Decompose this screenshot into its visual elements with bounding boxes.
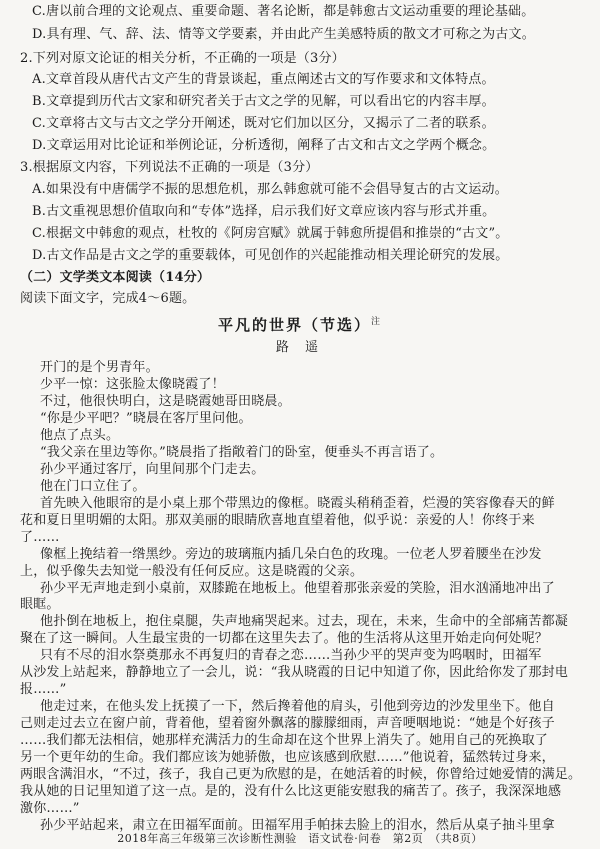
passage-line: 报……” (20, 682, 67, 697)
passage-title: 平凡的世界（节选）$^注$ (217, 316, 383, 334)
passage-author: 路 遥 (275, 340, 325, 355)
passage-line: 激你……” (20, 801, 80, 816)
section-instruction: 阅读下面文字，完成4～6题。 (20, 291, 196, 306)
q3-option-c: C.根据文中韩愈的观点，杜牧的《阿房宫赋》就属于韩愈所提倡和推崇的“古文”。 (32, 226, 509, 241)
passage-line: 我从她的日记里知道了这一点。是的，没有什么比这更能安慰我的痛苦了。孩子，我深深地感 (20, 784, 562, 799)
passage-line: 孙少平通过客厅，向里间那个门走去。 (40, 462, 265, 477)
q3-option-b: B.古文重视思想价值取向和“专体”选择，启示我们好文章应该内容与形式并重。 (32, 204, 496, 219)
passage-line: 首先映入他眼帘的是小桌上那个带黑边的像框。晓霞头稍稍歪着，烂漫的笑容像春天的鲜 (40, 496, 555, 511)
passage-line: 像框上挽结着一绺黑纱。旁边的玻璃瓶内插几朵白色的玫瑰。一位老人罗着腰坐在沙发 (40, 547, 542, 562)
passage-line: 他走过来，在他头发上抚摸了一下，然后搀着他的肩头，引他到旁边的沙发里坐下。他自 (40, 699, 555, 714)
q2-option-c: C.文章将古文与古文之学分开阐述，既对它们加以区分，又揭示了二者的联系。 (32, 116, 495, 131)
passage-line: 上，似乎像失去知觉一般没有任何反应。这是晓霞的父亲。 (20, 564, 364, 579)
page-footer: 2018年高三年级第三次诊断性测验 语文试卷·问卷 第2页 （共8页） (117, 832, 483, 845)
passage-line: 两眼含满泪水，“不过，孩子，我自己更为欣慰的是，在她活着的时候，你曾给过她爱情的满足。 (20, 767, 582, 782)
passage-line: “你是少平吧？”晓晨在客厅里问他。 (40, 411, 252, 426)
passage-line: 花和夏日里明媚的太阳。那双美丽的眼睛欣喜地直望着他，似乎说：亲爱的人！你终于来 (20, 513, 535, 528)
q2-option-d: D.文章运用对比论证和举例论证，分析透彻，阐释了古文和古文之学两个概念。 (32, 138, 496, 153)
passage-line: 了…… (20, 530, 60, 545)
passage-line: 聚在了这一瞬间。人生最宝贵的一切都在这里失去了。他的生活将从这里开始走向何处呢？ (20, 631, 549, 646)
passage-line: ……我们都无法相信，她那样充满活力的生命却在这个世界上消失了。她用自己的死换取了 (20, 733, 549, 748)
q3-option-d: D.古文作品是古文之学的重要载体，可见创作的兴起能推动相关理论研究的发展。 (32, 248, 509, 263)
passage-line: 孙少平无声地走到小桌前，双膝跪在地板上。他望着那张亲爱的笑脸，泪水汹涌地冲出了 (40, 581, 555, 596)
q1-option-c: C.唐以前合理的文论观点、重要命题、著名论断，都是韩愈古文运动重要的理论基础。 (32, 4, 535, 19)
passage-line: 他在门口立住了。 (40, 479, 146, 494)
passage-line: 从沙发上站起来，静静地立了一会儿，说：“我从晓霞的日记中知道了你，因此给你发了那封电 (20, 665, 569, 680)
passage-line: 只有不尽的泪水祭奠那永不再复归的青春之恋……当孙少平的哭声变为呜咽时，田福军 (40, 648, 542, 663)
q2-stem: 2.下列对原文论证的相关分析，不正确的一项是（3分） (20, 51, 345, 66)
q3-stem: 3.根据原文内容，下列说法不正确的一项是（3分） (20, 160, 319, 175)
passage-line: 另一个更年幼的生命。我们都应该为她骄傲，也应该感到欣慰……”他说着，猛然转过身来， (20, 750, 555, 765)
passage-line: 不过，他很快明白，这是晓霞她哥田晓晨。 (40, 394, 291, 409)
passage-line: 孙少平站起来，肃立在田福军面前。田福军用手帕抹去脸上的泪水，然后从桌子抽斗里拿 (40, 818, 555, 833)
section-heading: （二）文学类文本阅读（14分） (20, 270, 211, 285)
passage-line: 他点了点头。 (40, 428, 120, 443)
passage-line: 己则走过去立在窗户前，背着他，望着窗外飘落的朦朦细雨，声音哽咽地说：“她是个好孩子 (20, 716, 555, 731)
passage-line: 眼眶。 (20, 597, 60, 612)
q1-option-d: D.具有理、气、辞、法、情等文学要素，并由此产生美感特质的散文才可称之为古文。 (32, 27, 535, 42)
footnote-marker: 注 (371, 317, 383, 327)
passage-line: 少平一惊：这张脸太像晓霞了！ (40, 377, 225, 392)
passage-line: 开门的是个男青年。 (40, 360, 159, 375)
q2-option-b: B.文章提到历代古文家和研究者关于古文之学的见解，可以看出它的内容丰厚。 (32, 94, 495, 109)
passage-line: “我父亲在里边等你。”晓晨指了指敞着门的卧室，便垂头不再言语了。 (40, 445, 444, 460)
q3-option-a: A.如果没有中唐儒学不振的思想危机，那么韩愈就可能不会倡导复古的古文运动。 (32, 182, 508, 197)
passage-line: 他扑倒在地板上，抱住桌腿，失声地痛哭起来。过去，现在，未来，生命中的全部痛苦都凝 (40, 614, 569, 629)
q2-option-a: A.文章首段从唐代古文产生的背景谈起，重点阐述古文的写作要求和文体特点。 (32, 72, 495, 87)
